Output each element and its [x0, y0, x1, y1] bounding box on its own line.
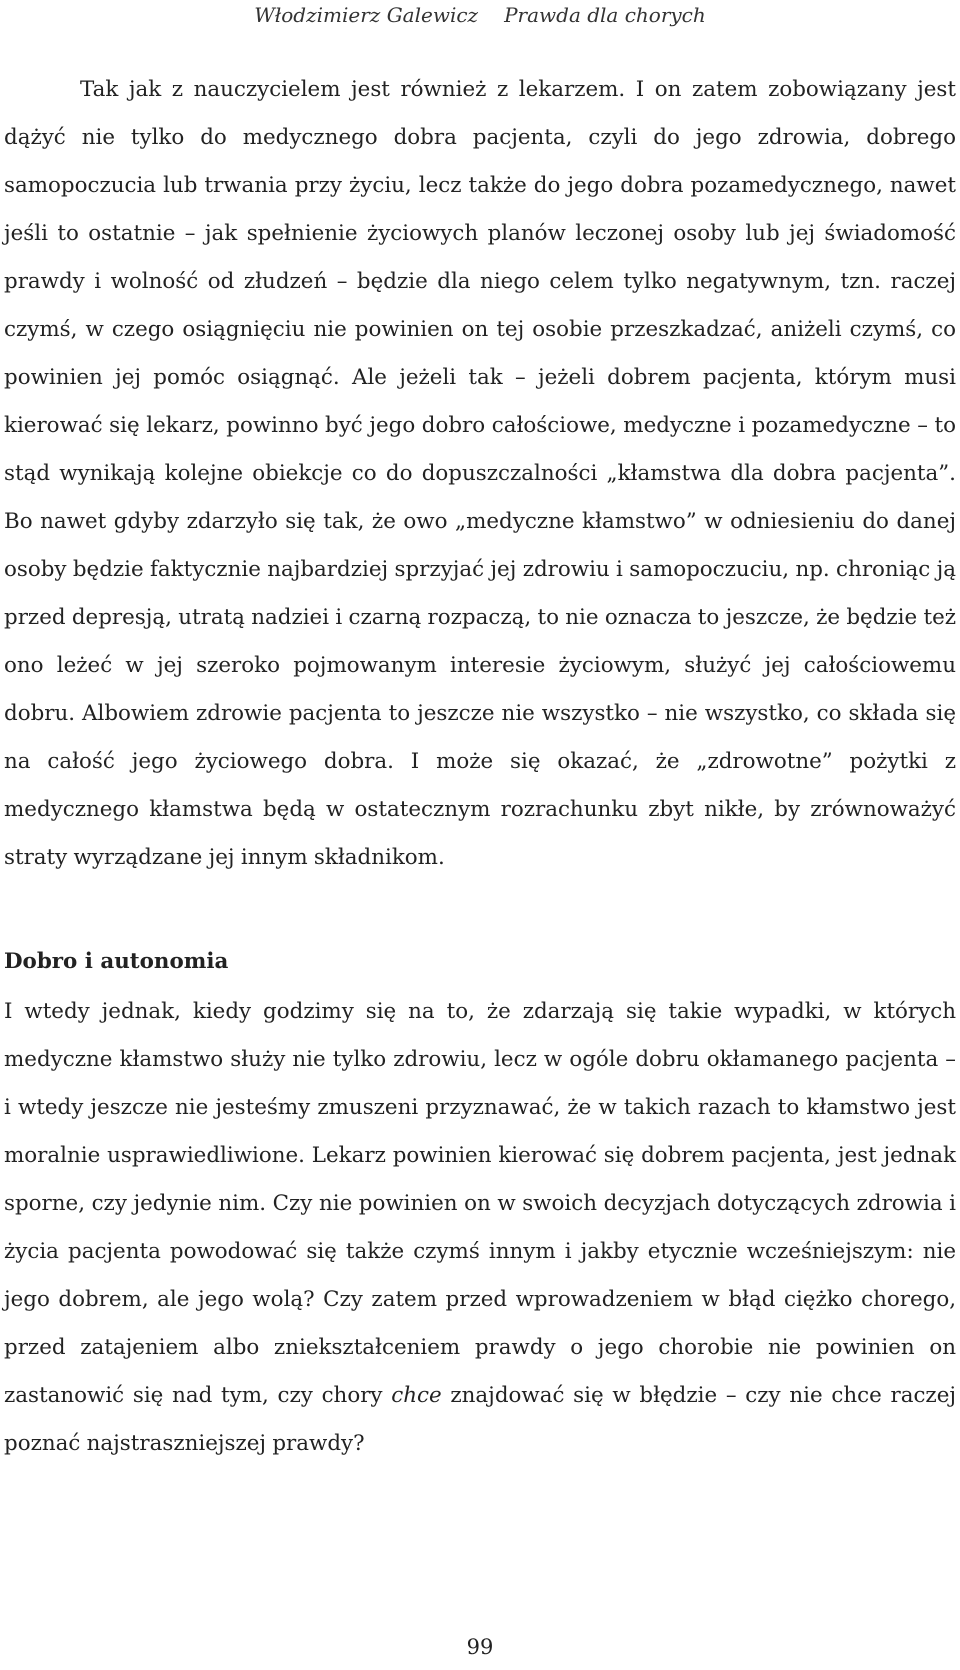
section-heading: Dobro i autonomia — [4, 949, 229, 974]
paragraph-2-text-start: I wtedy jednak, kiedy godzimy się na to, że zdarzają się takie wypadki, w których medyczne kłamstwo służy nie tylko zdrowiu, lecz w ogóle dobru okłamanego pacjenta – i wtedy jeszcze nie jesteśmy zmuszeni przyznawać, że w takich razach to kłamstwo jest moralnie usprawiedliwione. Lekarz powinien kierować się dobrem pacjenta, jest jednak sporne, czy jedynie nim. Czy nie powinien on w swoich decyzjach dotyczących zdrowia i życia pacjenta powodować się także czymś innym i jakby etycznie wcześniejszym: nie jego dobrem, ale jego wolą? Czy zatem przed wprowadzeniem w błąd ciężko chorego, przed zatajeniem albo zniekształceniem prawdy o jego chorobie nie powinien on zastanowić się nad tym, czy chory — [4, 999, 956, 1408]
page-number: 99 — [466, 1635, 494, 1659]
running-header — [0, 2, 960, 28]
header-author: Włodzimierz Galewicz — [254, 3, 479, 27]
paragraph-2-text-end: znajdować się w błędzie – czy nie chce raczej poznać najstraszniejszej prawdy? — [4, 1383, 956, 1456]
body-paragraph-2 — [4, 988, 956, 1468]
page-body — [4, 66, 956, 1468]
header-book-title: Prawda dla chorych — [504, 3, 706, 27]
paragraph-2-italic-word: chce — [391, 1383, 442, 1408]
body-paragraph-1: Tak jak z nauczycielem jest również z lekarzem. I on zatem zobowiązany jest dążyć nie tylko do medycznego dobra pacjenta, czyli do jego zdrowia, dobrego samopoczucia lub trwania przy życiu, lecz także do jego dobra pozamedycznego, nawet jeśli to ostatnie – jak spełnienie życiowych planów leczonej osoby lub jej świadomość prawdy i wolność od złudzeń – będzie dla niego celem tylko negatywnym, tzn. raczej czymś, w czego osiągnięciu nie powinien on tej osobie przeszkadzać, aniżeli czymś, co powinien jej pomóc osiągnąć. Ale jeżeli tak – jeżeli dobrem pacjenta, którym musi kierować się lekarz, powinno być jego dobro całościowe, medyczne i pozamedyczne – to stąd wynikają kolejne obiekcje co do dopuszczalności „kłamstwa dla dobra pacjenta”. Bo nawet gdyby zdarzyło się tak, że owo „medyczne kłamstwo” w odniesieniu do danej osoby będzie faktycznie najbardziej sprzyjać jej zdrowiu i samopoczuciu, np. chroniąc ją przed depresją, utratą nadziei i czarną rozpaczą, to nie oznacza to jeszcze, że będzie też ono leżeć w jej szeroko pojmowanym interesie życiowym, służyć jej całościowemu dobru. Albowiem zdrowie pacjenta to jeszcze nie wszystko – nie wszystko, co składa się na całość jego życiowego dobra. I może się okazać, że „zdrowotne” pożytki z medycznego kłamstwa będą w ostatecznym rozrachunku zbyt nikłe, by zrównoważyć straty wyrządzane jej innym składnikom. — [4, 77, 956, 870]
